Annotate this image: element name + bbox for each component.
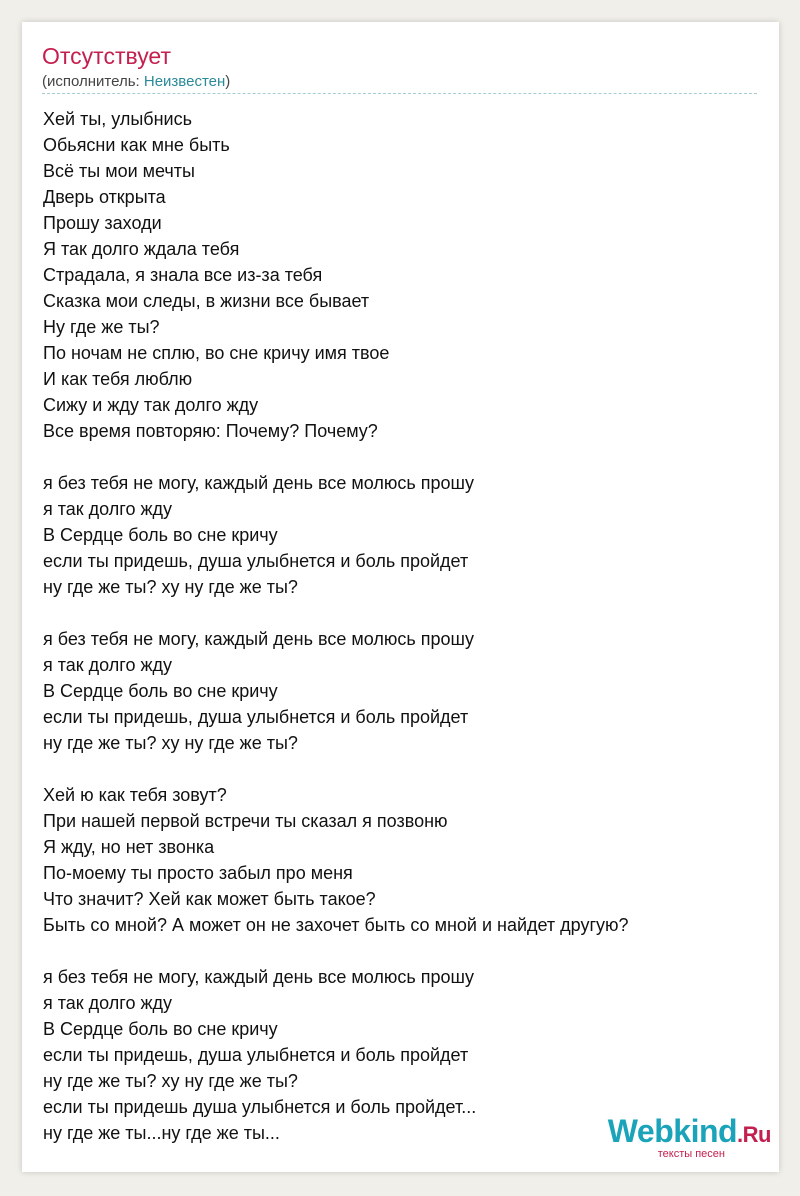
lyric-line: Сказка мои следы, в жизни все бывает (43, 291, 370, 311)
artist-link[interactable]: Неизвестен (143, 73, 226, 90)
artist-line (42, 73, 230, 91)
lyric-line: Быть со мной? А может он не захочет быть со мной и найдет другую? (43, 915, 629, 935)
site-logo[interactable] (608, 1114, 771, 1160)
lyric-line: Прошу заходи (43, 213, 162, 233)
lyric-line: Всё ты мои мечты (43, 161, 195, 181)
logo-tagline: тексты песен (657, 1148, 725, 1160)
lyric-line: я так долго жду (43, 499, 173, 519)
artist-prefix: (исполнитель: (42, 73, 144, 90)
lyric-line: я без тебя не могу, каждый день все молюсь прошу (43, 629, 474, 649)
stanza-gap (43, 756, 769, 782)
lyric-line: если ты придешь душа улыбнется и боль пройдет... (43, 1097, 477, 1117)
lyric-line: ну где же ты? ху ну где же ты? (43, 733, 298, 753)
stanza-gap (43, 938, 769, 964)
stanza-gap (43, 600, 769, 626)
lyric-line: При нашей первой встречи ты сказал я позвоню (43, 811, 448, 831)
lyric-line: ну где же ты...ну где же ты... (43, 1123, 280, 1143)
lyric-line: Обьясни как мне быть (43, 135, 230, 155)
logo-brand-text: Webkind (607, 1113, 738, 1149)
artist-suffix: ) (225, 73, 231, 90)
lyric-line: И как тебя люблю (43, 369, 193, 389)
lyric-line: я так долго жду (43, 655, 173, 675)
lyric-line: Страдала, я знала все из-за тебя (43, 265, 323, 285)
stanza-gap (43, 444, 769, 470)
lyric-line: я без тебя не могу, каждый день все молюсь прошу (43, 473, 474, 493)
lyric-line: Я жду, но нет звонка (43, 837, 215, 857)
lyric-line: Сижу и жду так долго жду (43, 395, 259, 415)
lyric-line: Хей ю как тебя зовут? (43, 785, 227, 805)
title-divider (42, 93, 757, 94)
lyric-line: я без тебя не могу, каждый день все молюсь прошу (43, 967, 474, 987)
lyric-line: если ты придешь, душа улыбнется и боль пройдет (43, 707, 469, 727)
lyric-line: Я так долго ждала тебя (43, 239, 240, 259)
song-title: Отсутствует (42, 43, 171, 69)
lyric-line: если ты придешь, душа улыбнется и боль пройдет (43, 1045, 469, 1065)
lyric-line: В Сердце боль во сне кричу (43, 1019, 278, 1039)
lyric-line: Дверь открыта (43, 187, 166, 207)
lyric-line: Ну где же ты? (43, 317, 160, 337)
lyric-line: Хей ты, улыбнись (43, 109, 192, 129)
lyric-line: По ночам не сплю, во сне кричу имя твое (43, 343, 390, 363)
lyric-line: В Сердце боль во сне кричу (43, 525, 278, 545)
lyric-line: ну где же ты? ху ну где же ты? (43, 577, 298, 597)
lyric-line: Что значит? Хей как может быть такое? (43, 889, 376, 909)
logo-tld: .Ru (737, 1122, 771, 1147)
lyrics-card (22, 22, 779, 1172)
lyric-line: ну где же ты? ху ну где же ты? (43, 1071, 298, 1091)
lyric-line: я так долго жду (43, 993, 173, 1013)
lyrics-body (43, 106, 769, 1146)
lyric-line: если ты придешь, душа улыбнется и боль пройдет (43, 551, 469, 571)
lyric-line: Все время повторяю: Почему? Почему? (43, 421, 378, 441)
logo-brand (608, 1114, 771, 1152)
lyric-line: В Сердце боль во сне кричу (43, 681, 278, 701)
lyric-line: По-моему ты просто забыл про меня (43, 863, 353, 883)
